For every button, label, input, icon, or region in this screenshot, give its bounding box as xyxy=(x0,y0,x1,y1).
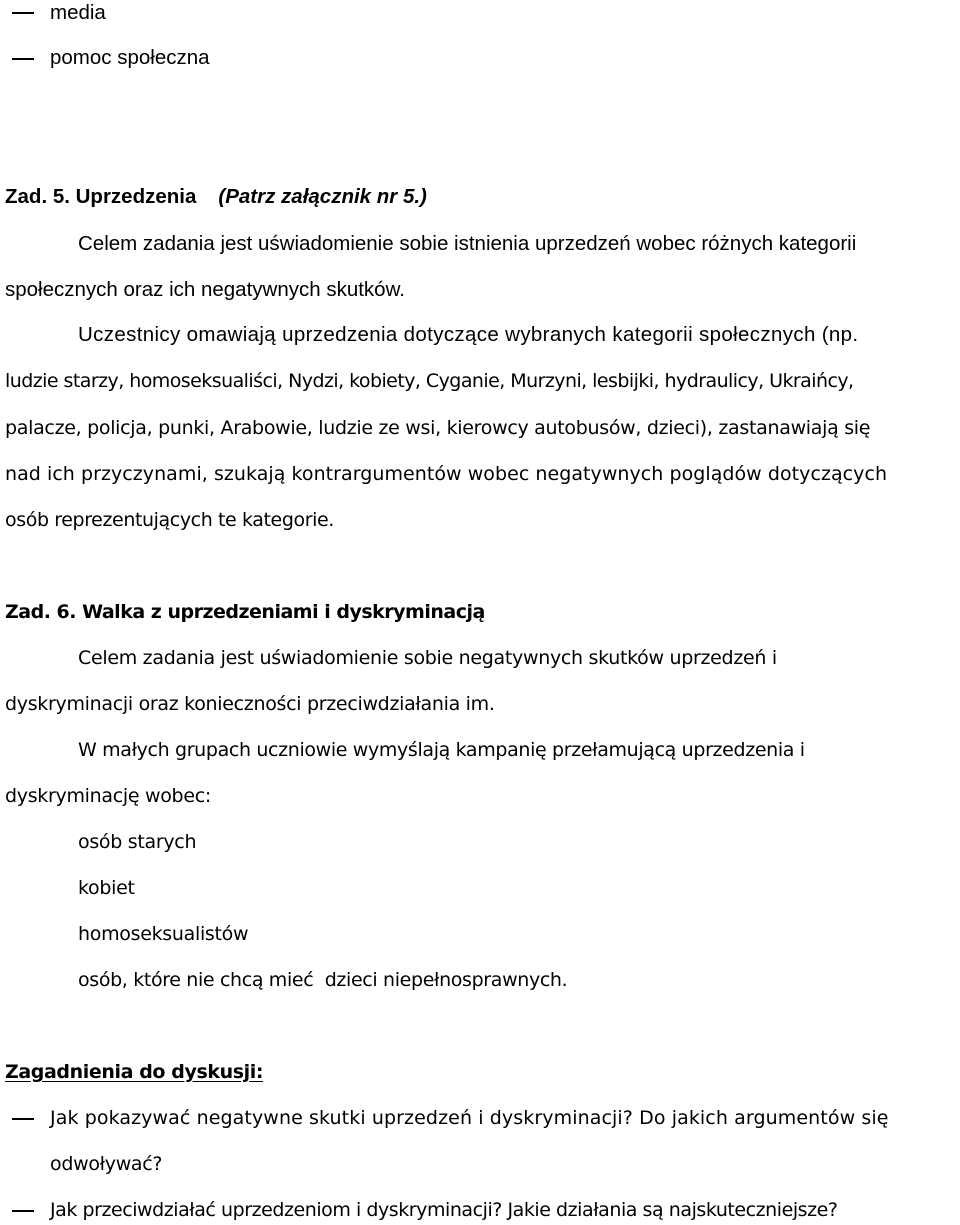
list-dash xyxy=(12,1210,34,1212)
zad6-target: kobiet xyxy=(78,877,135,899)
zad5-para2-line: osób reprezentujących te kategorie. xyxy=(5,509,334,531)
zad6-target: homoseksualistów xyxy=(78,923,249,945)
zad5-para2-line: nad ich przyczynami, szukają kontrargumentów wobec negatywnych poglądów dotyczących xyxy=(5,463,888,485)
zad6-para2-line: dyskryminację wobec: xyxy=(5,785,211,807)
zad5-para2-line: palacze, policja, punki, Arabowie, ludzie ze wsi, kierowcy autobusów, dzieci), zastanawiają się xyxy=(5,417,871,439)
zad6-target: osób starych xyxy=(78,831,197,853)
zad6-para2-line: W małych grupach uczniowie wymyślają kampanię przełamującą uprzedzenia i xyxy=(78,739,805,761)
zad6-para1-line: dyskryminacji oraz konieczności przeciwdziałania im. xyxy=(5,693,495,715)
list-dash xyxy=(12,12,34,14)
list-item: pomoc społeczna xyxy=(50,46,210,69)
discussion-question: Jak przeciwdziałać uprzedzeniom i dyskryminacji? Jakie działania są najskuteczniejsze? xyxy=(50,1199,838,1221)
zad5-para1-line: Celem zadania jest uświadomienie sobie istnienia uprzedzeń wobec różnych kategorii xyxy=(78,232,857,255)
zad5-para2-line: Uczestnicy omawiają uprzedzenia dotyczące wybranych kategorii społecznych (np. xyxy=(78,323,859,346)
list-dash xyxy=(12,58,34,60)
list-item: media xyxy=(50,1,106,24)
discussion-question: Jak pokazywać negatywne skutki uprzedzeń i dyskryminacji? Do jakich argumentów się xyxy=(50,1107,889,1129)
zad5-heading xyxy=(5,184,427,210)
discussion-heading: Zagadnienia do dyskusji: xyxy=(5,1061,264,1083)
discussion-question-cont: odwoływać? xyxy=(50,1153,163,1175)
zad6-target: osób, które nie chcą mieć dzieci niepełnosprawnych. xyxy=(78,969,568,991)
zad5-label: Zad. 5. Uprzedzenia xyxy=(5,185,197,208)
list-dash xyxy=(12,1118,34,1120)
zad6-heading: Zad. 6. Walka z uprzedzeniami i dyskryminacją xyxy=(5,601,485,623)
zad6-para1-line: Celem zadania jest uświadomienie sobie negatywnych skutków uprzedzeń i xyxy=(78,647,777,669)
zad5-note: (Patrz załącznik nr 5.) xyxy=(218,185,427,208)
zad5-para2-line: ludzie starzy, homoseksualiści, Nydzi, kobiety, Cyganie, Murzyni, lesbijki, hydraulicy, Ukraińcy, xyxy=(5,370,854,392)
zad5-para1-line: społecznych oraz ich negatywnych skutków. xyxy=(5,278,405,301)
